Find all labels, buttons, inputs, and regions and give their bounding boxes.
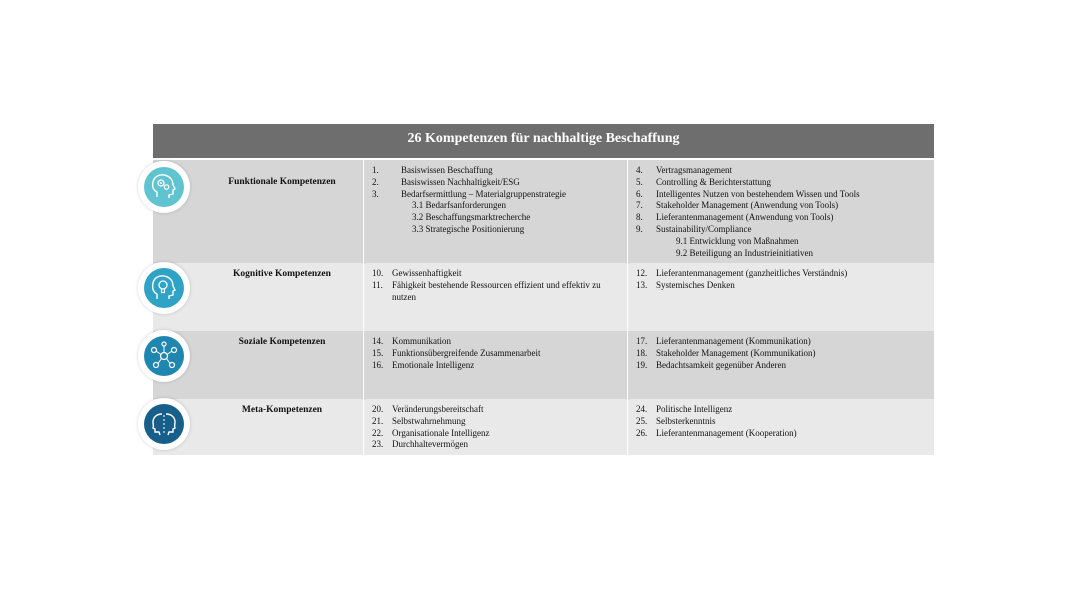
list-item: 16. Emotionale Intelligenz bbox=[372, 359, 475, 370]
list-item: 23. Durchhaltevermögen bbox=[372, 439, 468, 450]
list-subitem: 3.3 Strategische Positionierung bbox=[412, 223, 525, 234]
row-label: Funktionale Kompetenzen bbox=[228, 177, 336, 187]
competence-list-right bbox=[627, 331, 934, 399]
list-subitem: 3.2 Beschaffungsmarktrecherche bbox=[412, 212, 531, 223]
competence-list-right bbox=[627, 263, 934, 331]
list-item: 12. Lieferantenmanagement (ganzheitliches Verständnis) bbox=[636, 268, 848, 278]
list-item: 13. Systemisches Denken bbox=[636, 279, 735, 290]
row-label: Soziale Kompetenzen bbox=[238, 337, 326, 347]
list-item: 20. Veränderungsbereitschaft bbox=[372, 404, 484, 414]
row-soziale-kompetenzen bbox=[153, 331, 934, 399]
icon-badge-funktionale bbox=[138, 161, 190, 213]
list-item: 8. Lieferantenmanagement (Anwendung von Tools) bbox=[636, 212, 834, 223]
people-network-icon bbox=[144, 336, 184, 376]
competence-list-right bbox=[627, 160, 934, 263]
icon-badge-kognitive bbox=[138, 262, 190, 314]
competence-list-left bbox=[363, 263, 627, 331]
list-item: 22. Organisationale Intelligenz bbox=[372, 427, 490, 438]
list-subitem: 9.2 Beteiligung an Industrieinitiativen bbox=[676, 247, 813, 258]
row-meta-kompetenzen bbox=[153, 399, 934, 455]
list-item: 5. Controlling & Berichterstattung bbox=[636, 176, 771, 187]
list-item: 17. Lieferantenmanagement (Kommunikation) bbox=[636, 336, 811, 346]
list-item: 26. Lieferantenmanagement (Kooperation) bbox=[636, 427, 797, 438]
list-item: 21. Selbstwahrnehmung bbox=[372, 415, 466, 426]
list-item: 15. Funktionsübergreifende Zusammenarbeit bbox=[372, 347, 541, 358]
list-item: 1. Basiswissen Beschaffung bbox=[372, 165, 493, 175]
competence-list-left bbox=[363, 160, 627, 263]
head-lightbulb-icon bbox=[144, 268, 184, 308]
list-item: 14. Kommunikation bbox=[372, 336, 451, 346]
icon-badge-soziale bbox=[138, 330, 190, 382]
list-item: 3. Bedarfsermittlung – Materialgruppenstrategie bbox=[372, 188, 566, 199]
list-subitem: 9.1 Entwicklung von Maßnahmen bbox=[676, 235, 799, 246]
list-item: 10. Gewissenhaftigkeit bbox=[372, 268, 462, 278]
list-subitem: 3.1 Bedarfsanforderungen bbox=[412, 200, 506, 211]
list-item: 25. Selbsterkenntnis bbox=[636, 415, 716, 426]
list-item: 2. Basiswissen Nachhaltigkeit/ESG bbox=[372, 176, 520, 187]
competence-list-left bbox=[363, 399, 627, 455]
competence-list-left bbox=[363, 331, 627, 399]
two-faces-icon bbox=[144, 404, 184, 444]
list-item: 4. Vertragsmanagement bbox=[636, 165, 732, 175]
icon-badge-meta bbox=[138, 398, 190, 450]
row-funktionale-kompetenzen bbox=[153, 160, 934, 263]
list-item: 7. Stakeholder Management (Anwendung von Tools) bbox=[636, 200, 839, 211]
table-title: 26 Kompetenzen für nachhaltige Beschaffung bbox=[153, 124, 934, 158]
row-kognitive-kompetenzen bbox=[153, 263, 934, 331]
row-label: Kognitive Kompetenzen bbox=[233, 269, 331, 279]
list-item: 11. Fähigkeit bestehende Ressourcen effizient und effektiv zu nutzen bbox=[372, 279, 601, 302]
list-item: 24. Politische Intelligenz bbox=[636, 404, 733, 414]
list-item: 19. Bedachtsamkeit gegenüber Anderen bbox=[636, 359, 786, 370]
head-gears-icon bbox=[144, 167, 184, 207]
row-label: Meta-Kompetenzen bbox=[241, 405, 323, 415]
list-item: 9. Sustainability/Compliance bbox=[636, 223, 752, 234]
competence-list-right bbox=[627, 399, 934, 455]
list-item: 18. Stakeholder Management (Kommunikation) bbox=[636, 347, 816, 358]
list-item: 6. Intelligentes Nutzen von bestehendem Wissen und Tools bbox=[636, 188, 860, 199]
